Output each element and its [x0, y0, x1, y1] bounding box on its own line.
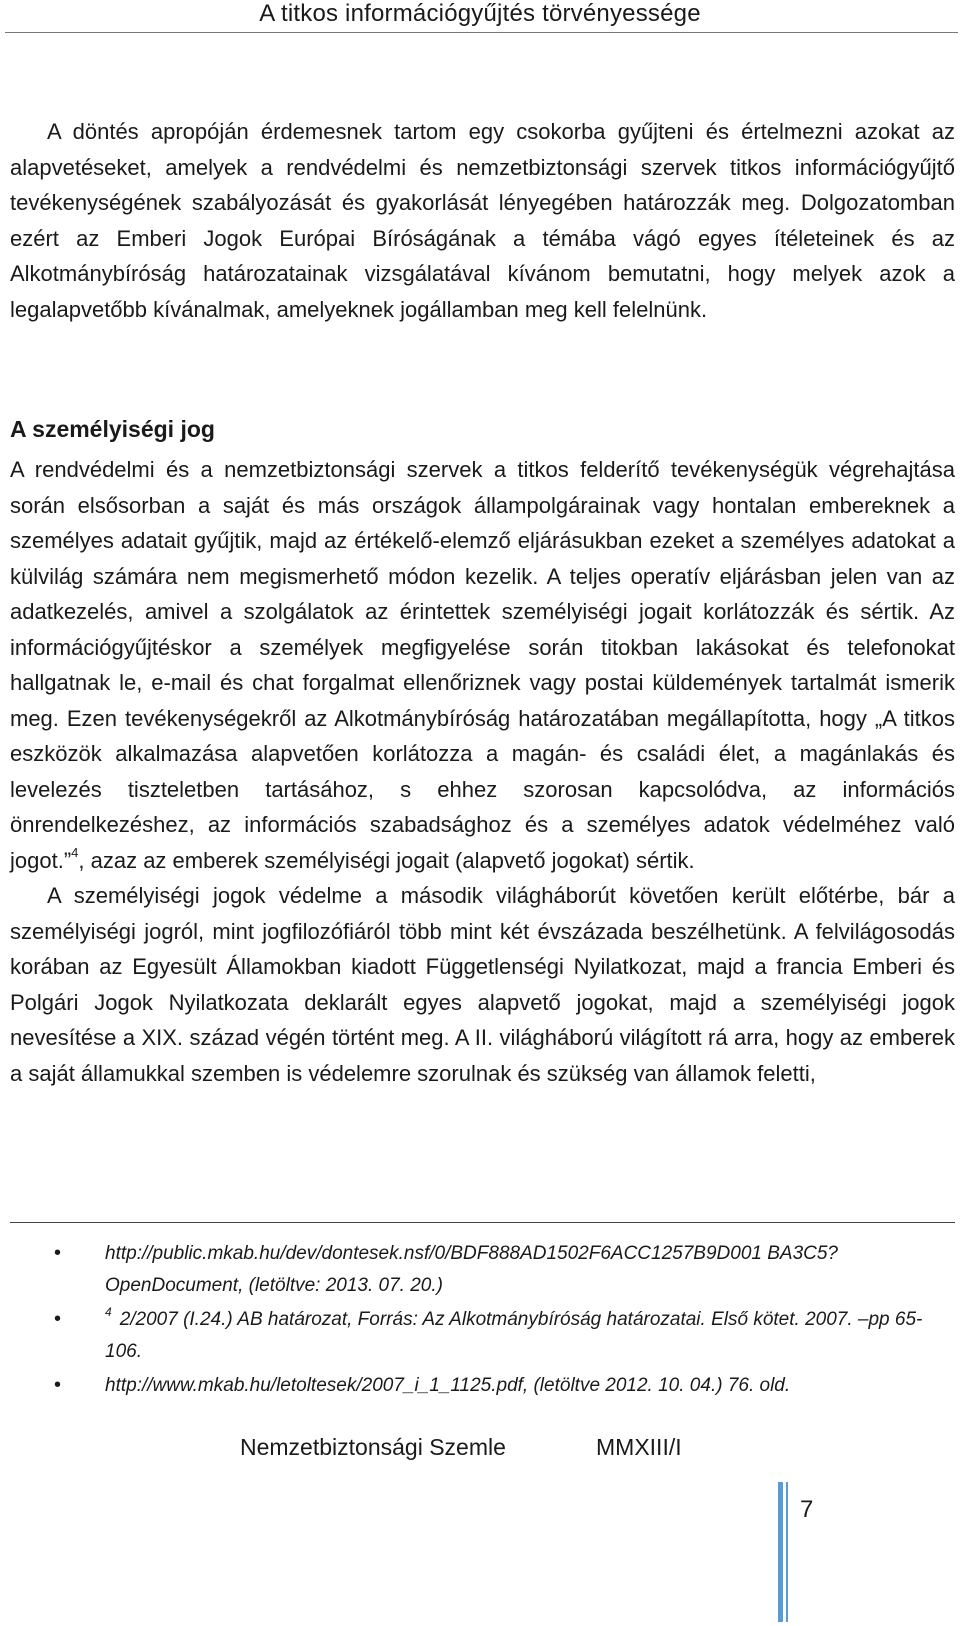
footnote-text: http://www.mkab.hu/letoltesek/2007_i_1_1125.pdf, (letöltve 2012. 10. 04.) 76. old. — [105, 1375, 791, 1396]
bullet-icon: • — [54, 1374, 62, 1396]
running-header-title: A titkos információgyűjtés törvényessége — [259, 0, 701, 27]
footnote-divider — [10, 1222, 955, 1223]
section-heading: A személyiségi jog — [10, 416, 215, 442]
page-marker-bar — [778, 1482, 783, 1622]
section-paragraph-1-tail: , azaz az emberek személyiségi jogait (alapvető jogokat) sértik. — [78, 847, 695, 873]
header-divider — [5, 32, 958, 33]
footnote-item — [10, 1238, 955, 1301]
intro-block — [10, 114, 955, 327]
footnote-text: http://public.mkab.hu/dev/dontesek.nsf/0/BDF888AD1502F6ACC1257B9D001 BA3C5?OpenDocument, (letöltve: 2013. 07. 20.) — [105, 1243, 839, 1296]
page-footer — [0, 1434, 960, 1474]
intro-paragraph: A döntés apropóján érdemesnek tartom egy csokorba gyűjteni és értelmezni azokat az alapvetéseket, amelyek a rendvédelmi és nemzetbiztonsági szervek titkos információgyűjtő tevékenységének szabályozását és gyakorlását lényegében határozzák meg. Dolgozatomban ezért az Emberi Jogok Európai Bíróságának a témába vágó egyes ítéleteinek és az Alkotmánybíróság határozatainak vizsgálatával kívánom bemutatni, hogy melyek azok a legalapvetőbb kívánalmak, amelyeknek jogállamban meg kell felelnünk. — [10, 119, 955, 322]
footnote-number: 4 — [105, 1305, 112, 1319]
footnote-reference: 4 — [71, 844, 79, 860]
page-marker-line — [786, 1482, 788, 1622]
footnote-text: 2/2007 (I.24.) AB határozat, Forrás: Az Alkotmánybíróság határozatai. Első kötet. 2007. –pp 65-106. — [105, 1309, 923, 1362]
section-paragraph-1 — [10, 452, 955, 878]
journal-name: Nemzetbiztonsági Szemle — [240, 1434, 506, 1460]
journal-issue: MMXIII/I — [596, 1434, 682, 1460]
footnote-item — [10, 1370, 955, 1402]
footnote-item — [10, 1304, 955, 1367]
main-text-block — [10, 452, 955, 1091]
page-number: 7 — [800, 1496, 814, 1523]
footnote-list — [10, 1238, 955, 1405]
bullet-icon: • — [54, 1242, 62, 1264]
section-paragraph-2: A személyiségi jogok védelme a második világháborút követően került előtérbe, bár a személyiségi jogról, mint jogfilozófiáról több mint két évszázada beszélhetünk. A felvilágosodás korában az Egyesült Államokban kiadott Függetlenségi Nyilatkozat, majd a francia Emberi és Polgári Jogok Nyilatkozata deklarált egyes alapvető jogokat, majd a személyiségi jogok nevesítése a XIX. század végén történt meg. A II. világháború világított rá arra, hogy az emberek a saját államukkal szemben is védelemre szorulnak és szükség van államok feletti, — [10, 883, 955, 1086]
section-paragraph-1-text: A rendvédelmi és a nemzetbiztonsági szervek a titkos felderítő tevékenységük végrehajtása során elsősorban a saját és más országok állampolgárainak vagy hontalan embereknek a személyes adatait gyűjtik, majd az értékelő-elemző eljárásukban ezeket a személyes adatokat a külvilág számára nem megismerhető módon kezelik. A teljes operatív eljárásban jelen van az adatkezelés, amivel a szolgálatok az érintettek személyiségi jogait korlátozzák és sértik. Az információgyűjtéskor a személyek megfigyelése során titokban lakásokat és telefonokat hallgatnak le, e-mail és chat forgalmat ellenőriznek vagy postai küldemények tartalmát ismerik meg. Ezen tevékenységekről az Alkotmánybíróság határozatában megállapította, hogy „A titkos eszközök alkalmazása alapvetően korlátozza a magán- és családi élet, a magánlakás és levelezés tiszteletben tartásához, s ehhez szorosan kapcsolódva, az információs önrendelkezéshez, az információs szabadsághoz és a személyes adatok védelméhez való jogot.” — [10, 457, 955, 873]
bullet-icon: • — [54, 1308, 62, 1330]
running-header — [0, 0, 960, 32]
